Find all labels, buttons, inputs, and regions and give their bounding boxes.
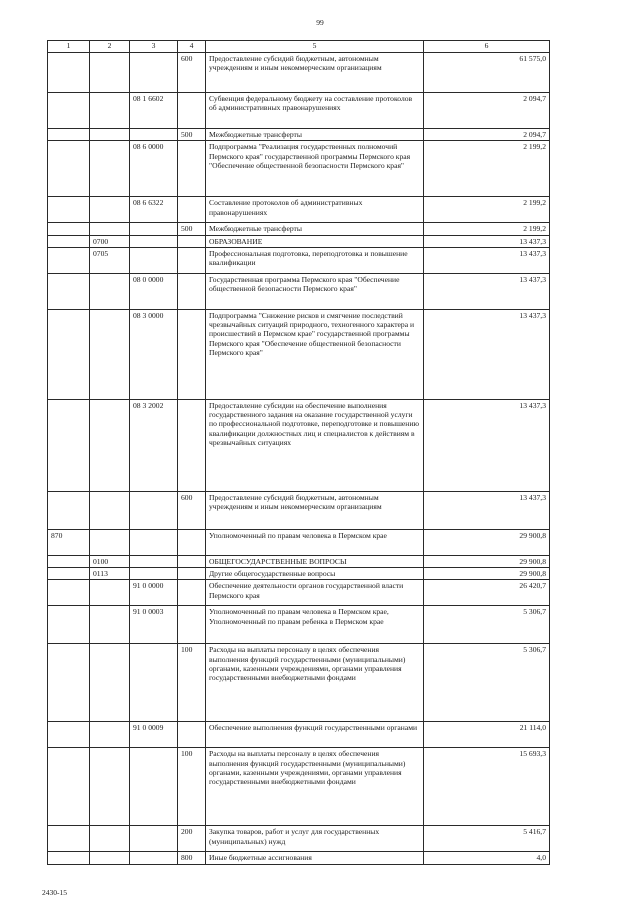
table-row	[48, 223, 550, 235]
table-row	[48, 852, 550, 864]
header-col-2: 2	[90, 41, 130, 53]
cell-amount: 26 420,7	[424, 580, 550, 606]
cell-expense-type	[178, 722, 206, 748]
cell-amount: 13 437,3	[424, 273, 550, 309]
cell-admin-code	[48, 580, 90, 606]
cell-admin-code	[48, 141, 90, 197]
cell-section-code	[90, 399, 130, 491]
cell-target-code: 91 0 0003	[130, 606, 178, 644]
table-row	[48, 491, 550, 529]
cell-amount: 29 900,8	[424, 568, 550, 580]
cell-name: Предоставление субсидии на обеспечение выполнения государственного задания на оказание государственной услуги по профессиональной подготовке, переподготовке и повышению квалификации должностных лиц и специалистов к действиям в чрезвычайных ситуациях	[206, 399, 424, 491]
cell-target-code	[130, 223, 178, 235]
cell-admin-code	[48, 491, 90, 529]
cell-name: Уполномоченный по правам человека в Пермском крае, Уполномоченный по правам ребенка в Пермском крае	[206, 606, 424, 644]
cell-expense-type	[178, 568, 206, 580]
cell-expense-type	[178, 197, 206, 223]
table-row	[48, 606, 550, 644]
cell-name: ОБЩЕГОСУДАРСТВЕННЫЕ ВОПРОСЫ	[206, 555, 424, 567]
cell-admin-code	[48, 644, 90, 722]
cell-section-code	[90, 826, 130, 852]
cell-amount: 29 900,8	[424, 529, 550, 555]
cell-admin-code	[48, 606, 90, 644]
table-row	[48, 748, 550, 826]
cell-expense-type: 600	[178, 53, 206, 93]
cell-expense-type	[178, 235, 206, 247]
cell-target-code: 08 6 0000	[130, 141, 178, 197]
cell-amount: 13 437,3	[424, 491, 550, 529]
cell-name: Субвенция федеральному бюджету на составление протоколов об административных правонарушениях	[206, 93, 424, 129]
cell-section-code	[90, 580, 130, 606]
table-row	[48, 273, 550, 309]
cell-amount: 29 900,8	[424, 555, 550, 567]
cell-expense-type: 600	[178, 491, 206, 529]
cell-admin-code	[48, 197, 90, 223]
cell-amount: 2 199,2	[424, 197, 550, 223]
cell-admin-code	[48, 223, 90, 235]
cell-name: Подпрограмма "Снижение рисков и смягчение последствий чрезвычайных ситуаций природного, техногенного характера и происшествий в Пермском крае" государственной программы Пермского края "Обеспечение общественной безопасности Пермского края"	[206, 309, 424, 399]
cell-admin-code	[48, 129, 90, 141]
cell-section-code	[90, 273, 130, 309]
cell-name: Иные бюджетные ассигнования	[206, 852, 424, 864]
cell-target-code: 08 6 6322	[130, 197, 178, 223]
cell-target-code	[130, 235, 178, 247]
cell-name: Расходы на выплаты персоналу в целях обеспечения выполнения функций государственными (муниципальными) органами, казенными учреждениями, органами управления государственными внебюджетными фондами	[206, 748, 424, 826]
cell-target-code: 91 0 0000	[130, 580, 178, 606]
table-row	[48, 399, 550, 491]
cell-expense-type	[178, 93, 206, 129]
cell-name: Уполномоченный по правам человека в Пермском крае	[206, 529, 424, 555]
cell-expense-type: 100	[178, 748, 206, 826]
cell-expense-type	[178, 529, 206, 555]
cell-expense-type	[178, 247, 206, 273]
cell-target-code	[130, 826, 178, 852]
cell-section-code: 0113	[90, 568, 130, 580]
cell-amount: 13 437,3	[424, 247, 550, 273]
cell-admin-code	[48, 852, 90, 864]
table-row	[48, 644, 550, 722]
cell-section-code: 0705	[90, 247, 130, 273]
cell-section-code	[90, 852, 130, 864]
cell-name: Предоставление субсидий бюджетным, автономным учреждениям и иным некоммерческим организациям	[206, 491, 424, 529]
cell-amount: 4,0	[424, 852, 550, 864]
cell-expense-type: 100	[178, 644, 206, 722]
cell-section-code: 0100	[90, 555, 130, 567]
header-col-1: 1	[48, 41, 90, 53]
cell-section-code	[90, 223, 130, 235]
cell-section-code	[90, 748, 130, 826]
cell-target-code	[130, 555, 178, 567]
cell-amount: 5 416,7	[424, 826, 550, 852]
cell-expense-type: 200	[178, 826, 206, 852]
cell-target-code	[130, 748, 178, 826]
table-row	[48, 555, 550, 567]
cell-section-code	[90, 53, 130, 93]
cell-target-code: 08 1 6602	[130, 93, 178, 129]
table-row	[48, 309, 550, 399]
table-row	[48, 93, 550, 129]
header-row	[48, 41, 550, 53]
cell-section-code	[90, 141, 130, 197]
cell-section-code	[90, 129, 130, 141]
header-col-5: 5	[206, 41, 424, 53]
cell-admin-code	[48, 399, 90, 491]
cell-target-code: 08 3 0000	[130, 309, 178, 399]
cell-target-code	[130, 247, 178, 273]
budget-table	[47, 40, 550, 865]
cell-amount: 2 094,7	[424, 93, 550, 129]
cell-name: Расходы на выплаты персоналу в целях обеспечения выполнения функций государственными (муниципальными) органами, казенными учреждениями, органами управления государственными внебюджетными фондами	[206, 644, 424, 722]
cell-target-code	[130, 852, 178, 864]
table-row	[48, 568, 550, 580]
cell-target-code	[130, 568, 178, 580]
cell-name: ОБРАЗОВАНИЕ	[206, 235, 424, 247]
cell-admin-code	[48, 555, 90, 567]
cell-admin-code	[48, 826, 90, 852]
cell-target-code: 91 0 0009	[130, 722, 178, 748]
table-row	[48, 580, 550, 606]
cell-name: Межбюджетные трансферты	[206, 129, 424, 141]
cell-expense-type	[178, 606, 206, 644]
cell-section-code	[90, 722, 130, 748]
cell-admin-code	[48, 53, 90, 93]
table-row	[48, 197, 550, 223]
table-row	[48, 141, 550, 197]
cell-section-code	[90, 197, 130, 223]
cell-expense-type: 500	[178, 129, 206, 141]
cell-section-code	[90, 529, 130, 555]
cell-expense-type	[178, 273, 206, 309]
cell-name: Другие общегосударственные вопросы	[206, 568, 424, 580]
cell-admin-code: 870	[48, 529, 90, 555]
cell-amount: 5 306,7	[424, 606, 550, 644]
cell-admin-code	[48, 568, 90, 580]
cell-admin-code	[48, 273, 90, 309]
cell-amount: 61 575,0	[424, 53, 550, 93]
cell-name: Обеспечение выполнения функций государственными органами	[206, 722, 424, 748]
cell-admin-code	[48, 309, 90, 399]
cell-name: Закупка товаров, работ и услуг для государственных (муниципальных) нужд	[206, 826, 424, 852]
header-col-3: 3	[130, 41, 178, 53]
cell-expense-type	[178, 580, 206, 606]
cell-name: Профессиональная подготовка, переподготовка и повышение квалификации	[206, 247, 424, 273]
cell-section-code	[90, 309, 130, 399]
cell-expense-type	[178, 555, 206, 567]
page-number: 99	[316, 18, 324, 27]
cell-target-code	[130, 53, 178, 93]
cell-admin-code	[48, 748, 90, 826]
cell-expense-type: 800	[178, 852, 206, 864]
cell-amount: 2 199,2	[424, 223, 550, 235]
cell-admin-code	[48, 247, 90, 273]
cell-expense-type: 500	[178, 223, 206, 235]
table-body	[48, 53, 550, 865]
cell-section-code	[90, 606, 130, 644]
table-row	[48, 247, 550, 273]
cell-admin-code	[48, 722, 90, 748]
cell-section-code	[90, 93, 130, 129]
cell-amount: 15 693,3	[424, 748, 550, 826]
footer-code: 2430-15	[42, 888, 67, 897]
table-row	[48, 129, 550, 141]
cell-amount: 13 437,3	[424, 399, 550, 491]
table-row	[48, 235, 550, 247]
table-row	[48, 529, 550, 555]
cell-amount: 2 094,7	[424, 129, 550, 141]
cell-name: Межбюджетные трансферты	[206, 223, 424, 235]
cell-target-code	[130, 491, 178, 529]
cell-name: Составление протоколов об административных правонарушениях	[206, 197, 424, 223]
cell-amount: 13 437,3	[424, 235, 550, 247]
cell-expense-type	[178, 399, 206, 491]
cell-expense-type	[178, 141, 206, 197]
cell-target-code: 08 0 0000	[130, 273, 178, 309]
cell-target-code	[130, 129, 178, 141]
cell-name: Государственная программа Пермского края "Обеспечение общественной безопасности Пермского края"	[206, 273, 424, 309]
cell-target-code: 08 3 2002	[130, 399, 178, 491]
header-col-4: 4	[178, 41, 206, 53]
cell-admin-code	[48, 93, 90, 129]
cell-name: Обеспечение деятельности органов государственной власти Пермского края	[206, 580, 424, 606]
table-row	[48, 826, 550, 852]
cell-target-code	[130, 644, 178, 722]
cell-section-code	[90, 491, 130, 529]
cell-name: Предоставление субсидий бюджетным, автономным учреждениям и иным некоммерческим организациям	[206, 53, 424, 93]
cell-admin-code	[48, 235, 90, 247]
cell-amount: 5 306,7	[424, 644, 550, 722]
table-row	[48, 53, 550, 93]
cell-target-code	[130, 529, 178, 555]
cell-section-code	[90, 644, 130, 722]
cell-amount: 21 114,0	[424, 722, 550, 748]
header-col-6: 6	[424, 41, 550, 53]
cell-name: Подпрограмма "Реализация государственных полномочий Пермского края" государственной программы Пермского края "Обеспечение общественной безопасности Пермского края"	[206, 141, 424, 197]
cell-section-code: 0700	[90, 235, 130, 247]
cell-amount: 2 199,2	[424, 141, 550, 197]
cell-amount: 13 437,3	[424, 309, 550, 399]
table-row	[48, 722, 550, 748]
cell-expense-type	[178, 309, 206, 399]
